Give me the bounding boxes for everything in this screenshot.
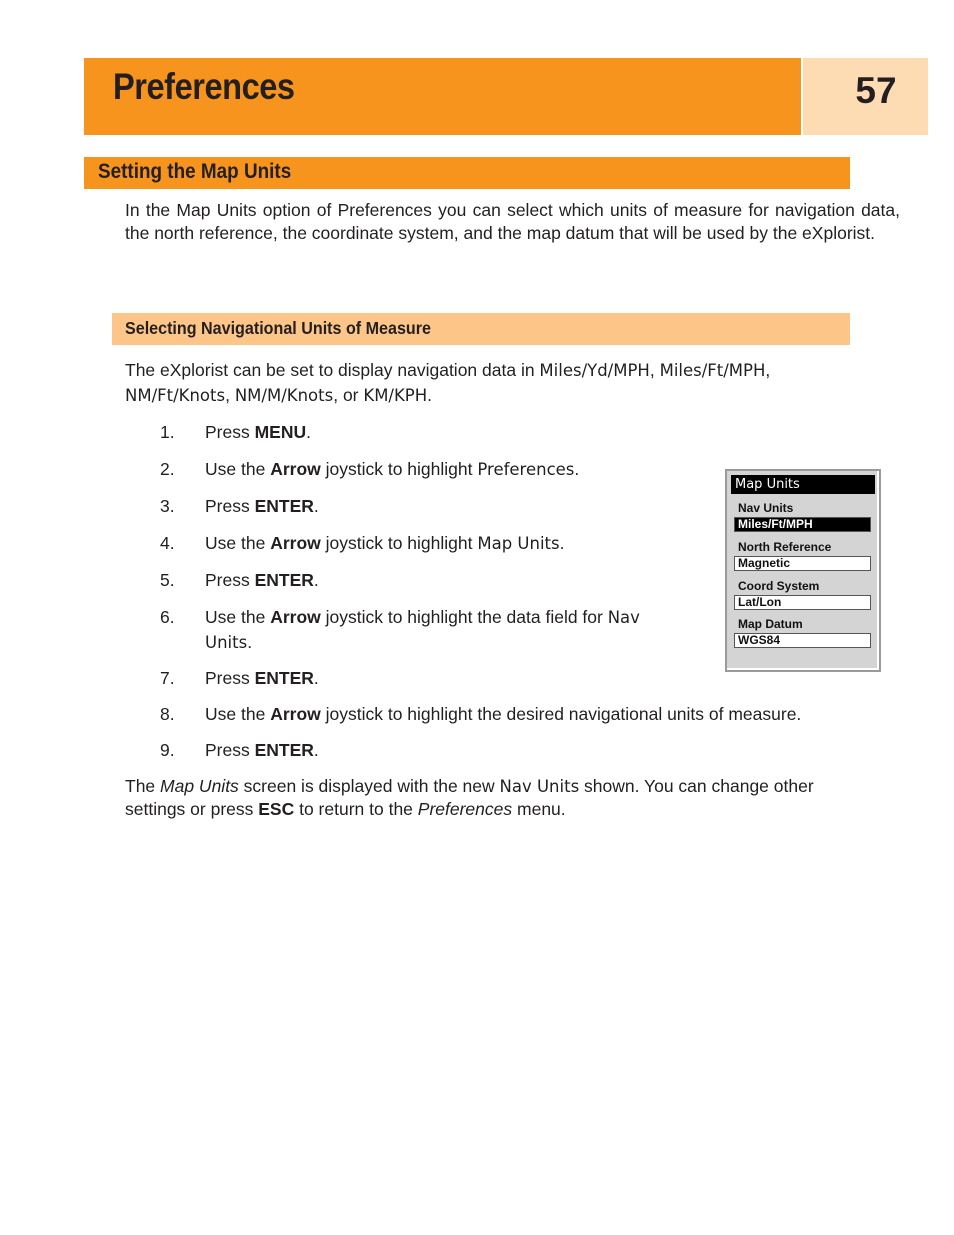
- step-number: 7.: [160, 668, 175, 688]
- step-ui-label: Preferences: [477, 460, 575, 479]
- step-fragment: Press: [205, 668, 255, 688]
- closing-fragment: The: [125, 776, 161, 796]
- step-ui-label: Map Units: [477, 534, 560, 553]
- step-fragment: .: [559, 533, 565, 553]
- intro-paragraph: In the Map Units option of Preferences you can select which units of measure for navigation data, the north reference, the coordinate system, and the map datum that will be used by the eXplorist.: [125, 200, 900, 243]
- step-fragment: .: [306, 422, 312, 442]
- step-fragment: Press: [205, 496, 255, 516]
- step-fragment: Press: [205, 570, 255, 590]
- step-fragment: joystick to highlight the desired navigational units of measure.: [320, 704, 802, 724]
- step-text: [205, 568, 685, 592]
- step-ui-label: Nav: [607, 608, 640, 627]
- step-key: Arrow: [270, 607, 321, 627]
- unit-option: Miles/Ft/MPH: [659, 361, 766, 380]
- unit-option: Miles/Yd/MPH: [539, 361, 650, 380]
- step-number: 3.: [160, 496, 175, 516]
- map-datum-field[interactable]: WGS84: [734, 633, 871, 648]
- step-text: [205, 494, 685, 518]
- closing-fragment: to return to the: [294, 799, 418, 819]
- unit-option: NM/Ft/Knots: [125, 386, 226, 405]
- closing-ui-label: Nav Units: [499, 777, 580, 796]
- step-number: 2.: [160, 459, 175, 479]
- step-number: 9.: [160, 740, 175, 760]
- step-ui-label: Units: [205, 633, 248, 652]
- coord-system-label: Coord System: [738, 579, 820, 593]
- coord-system-field[interactable]: Lat/Lon: [734, 595, 871, 610]
- separator: ,: [765, 360, 771, 380]
- step-fragment: Use the: [205, 459, 271, 479]
- closing-italic: Map Units: [160, 776, 239, 796]
- step-text: [205, 457, 685, 482]
- separator: ,: [225, 385, 235, 405]
- step-text: [205, 666, 685, 690]
- step-fragment: .: [574, 459, 580, 479]
- step-text: [205, 702, 865, 726]
- map-datum-label: Map Datum: [738, 617, 803, 631]
- step-fragment: Press: [205, 740, 255, 760]
- units-paragraph: [125, 358, 865, 408]
- chapter-title: Preferences: [113, 66, 295, 107]
- step-key: MENU: [254, 422, 307, 442]
- step-fragment: joystick to highlight the data field for: [320, 607, 608, 627]
- closing-fragment: settings or press: [125, 799, 259, 819]
- step-fragment: Press: [205, 422, 255, 442]
- step-number: 6.: [160, 607, 175, 627]
- map-units-screen: [725, 469, 881, 672]
- closing-fragment: screen is displayed with the new: [238, 776, 500, 796]
- closing-key: ESC: [258, 799, 295, 819]
- separator: , or: [333, 385, 364, 405]
- nav-units-field[interactable]: Miles/Ft/MPH: [734, 517, 871, 532]
- step-key: ENTER: [254, 570, 314, 590]
- screen-title: Map Units: [731, 475, 875, 494]
- closing-paragraph: [125, 775, 895, 821]
- step-number: 4.: [160, 533, 175, 553]
- north-reference-label: North Reference: [738, 540, 832, 554]
- step-text: [205, 605, 680, 655]
- step-fragment: joystick to highlight: [320, 533, 478, 553]
- section-title: Setting the Map Units: [98, 160, 292, 183]
- nav-units-label: Nav Units: [738, 501, 794, 515]
- step-fragment: Use the: [205, 533, 271, 553]
- subsection-title: Selecting Navigational Units of Measure: [125, 318, 431, 338]
- north-reference-field[interactable]: Magnetic: [734, 556, 871, 571]
- step-number: 5.: [160, 570, 175, 590]
- separator: ,: [649, 360, 660, 380]
- step-fragment: .: [313, 740, 319, 760]
- unit-option: KM/KPH: [363, 386, 428, 405]
- step-fragment: Use the: [205, 607, 271, 627]
- separator: .: [427, 385, 433, 405]
- step-key: ENTER: [254, 496, 314, 516]
- units-lead: The eXplorist can be set to display navigation data in: [125, 360, 540, 380]
- closing-italic: Preferences: [417, 799, 513, 819]
- closing-fragment: shown. You can change other: [579, 776, 814, 796]
- unit-option: NM/M/Knots: [234, 386, 334, 405]
- page-number: 57: [855, 70, 897, 111]
- step-fragment: Use the: [205, 704, 271, 724]
- closing-fragment: menu.: [512, 799, 566, 819]
- step-number: 1.: [160, 422, 175, 442]
- step-fragment: joystick to highlight: [320, 459, 478, 479]
- step-key: Arrow: [270, 704, 321, 724]
- step-fragment: .: [313, 570, 319, 590]
- step-text: [205, 531, 685, 556]
- step-key: ENTER: [254, 740, 314, 760]
- step-key: Arrow: [270, 459, 321, 479]
- step-text: [205, 420, 685, 444]
- step-key: Arrow: [270, 533, 321, 553]
- step-text: [205, 738, 685, 762]
- step-fragment: .: [313, 668, 319, 688]
- step-fragment: .: [247, 632, 253, 652]
- step-fragment: .: [313, 496, 319, 516]
- step-key: ENTER: [254, 668, 314, 688]
- step-number: 8.: [160, 704, 175, 724]
